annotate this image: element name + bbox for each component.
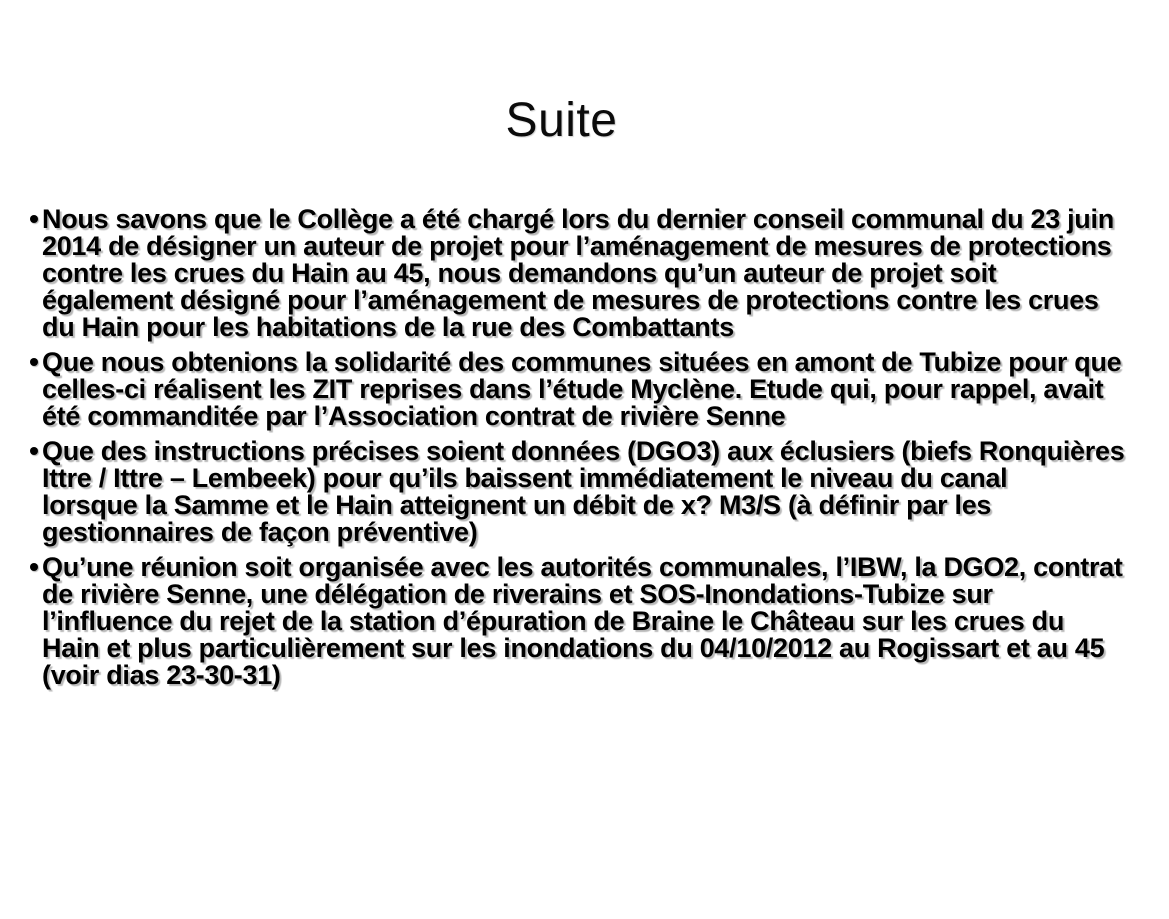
bullet-list: [42, 206, 1163, 689]
bullet-icon: [30, 215, 38, 223]
bullet-text-line: Hain et plus particulièrement sur les inondations du 04/10/2012 au Rogissart et au 45: [42, 633, 1105, 663]
bullet-icon: [30, 358, 38, 366]
bullet-icon: [30, 447, 38, 455]
bullet-text-line: Qu’une réunion soit organisée avec les autorités communales, l’IBW, la DGO2, contrat: [42, 552, 1123, 582]
bullet-text-line: du Hain pour les habitations de la rue des Combattants: [42, 312, 734, 342]
bullet-text-line: celles-ci réalisent les ZIT reprises dans l’étude Myclène. Etude qui, pour rappel, avait: [42, 374, 1104, 404]
bullet-item: [42, 206, 1163, 341]
slide-title-row: [0, 93, 1146, 149]
bullet-text-line: l’influence du rejet de la station d’épuration de Braine le Château sur les crues du: [42, 606, 1065, 636]
bullet-text-line: 2014 de désigner un auteur de projet pour l’aménagement de mesures de protections: [42, 231, 1112, 261]
bullet-text-line: Nous savons que le Collège a été chargé lors du dernier conseil communal du 23 juin: [42, 204, 1114, 234]
bullet-icon: [30, 563, 38, 571]
bullet-text-line: été commanditée par l’Association contrat de rivière Senne: [42, 401, 786, 431]
bullet-text-line: de rivière Senne, une délégation de riverains et SOS-Inondations-Tubize sur: [42, 579, 993, 609]
bullet-text-line: gestionnaires de façon préventive): [42, 517, 478, 547]
bullet-text-line: contre les crues du Hain au 45, nous demandons qu’un auteur de projet soit: [42, 258, 997, 288]
bullet-text-line: également désigné pour l’aménagement de mesures de protections contre les crues: [42, 285, 1099, 315]
bullet-item: [42, 554, 1163, 689]
bullet-text-line: lorsque la Samme et le Hain atteignent un débit de x? M3/S (à définir par les: [42, 490, 992, 520]
bullet-text-line: (voir dias 23-30-31): [42, 660, 281, 690]
slide: [0, 93, 1169, 919]
bullet-text-line: Ittre / Ittre – Lembeek) pour qu’ils baissent immédiatement le niveau du canal: [42, 463, 1008, 493]
bullet-text-line: Que nous obtenions la solidarité des communes situées en amont de Tubize pour que: [42, 347, 1122, 377]
page-title: Suite: [505, 94, 618, 147]
bullet-item: [42, 349, 1163, 430]
bullet-item: [42, 438, 1163, 546]
bullet-text-line: Que des instructions précises soient données (DGO3) aux éclusiers (biefs Ronquières: [42, 436, 1125, 466]
